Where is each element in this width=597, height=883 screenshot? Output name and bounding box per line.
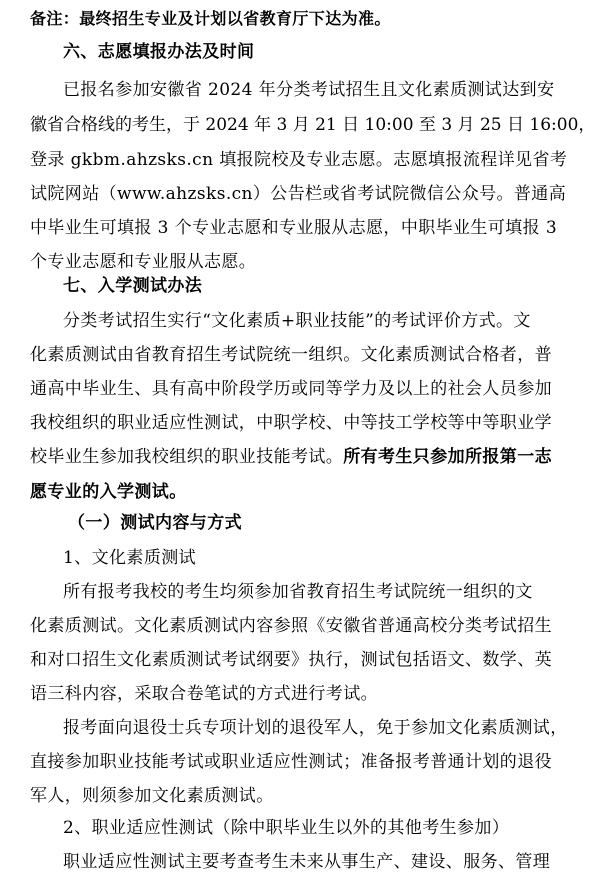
subsection-1-heading: （一）测试内容与方式 (68, 513, 242, 533)
section-7-line: 通高中毕业生、具有高中阶段学历或同等学力及以上的社会人员参加 (30, 379, 552, 399)
section-7-line-normal-text: 校毕业生参加我校组织的职业技能考试。 (30, 447, 344, 467)
section-6-line: 已报名参加安徽省 2024 年分类考试招生且文化素质测试达到安 (63, 80, 555, 100)
section-7-line (0, 447, 597, 467)
section-7-line-bold-text: 所有考生只参加所报第一志 (343, 447, 553, 467)
item-1-para-line: 化素质测试。文化素质测试内容参照《安徽省普通高校分类考试招生 (30, 616, 552, 636)
note-line: 备注：最终招生专业及计划以省教育厅下达为准。 (30, 9, 391, 28)
section-7-line-bold: 愿专业的入学测试。 (30, 482, 187, 502)
section-7-line: 化素质测试由省教育招生考试院统一组织。文化素质测试合格者，普 (30, 345, 552, 365)
item-1-para-line: 和对口招生文化素质测试考试纲要》执行，测试包括语文、数学、英 (30, 650, 552, 670)
item-1-para2-line: 直接参加职业技能考试或职业适应性测试；准备报考普通计划的退役 (30, 752, 552, 772)
section-6-heading: 六、志愿填报办法及时间 (63, 42, 255, 62)
item-2-title: 2、职业适应性测试（除中职毕业生以外的其他考生参加） (63, 818, 510, 838)
item-1-para2-line: 军人，则须参加文化素质测试。 (30, 786, 274, 806)
item-1-title: 1、文化素质测试 (63, 548, 197, 568)
section-7-line: 分类考试招生实行“文化素质+职业技能”的考试评价方式。文 (63, 311, 531, 331)
item-1-para2-line: 报考面向退役士兵专项计划的退役军人，免于参加文化素质测试， (63, 718, 568, 738)
item-1-para-line: 所有报考我校的考生均须参加省教育招生考试院统一组织的文 (63, 582, 533, 602)
section-7-line: 我校组织的职业适应性测试，中职学校、中等技工学校等中等职业学 (30, 413, 552, 433)
section-6-line: 试院网站（www.ahzsks.cn）公告栏或省考试院微信公众号。普通高 (30, 184, 567, 204)
section-6-line: 徽省合格线的考生，于 2024 年 3 月 21 日 10:00 至 3 月 25 日 16:00， (30, 115, 596, 135)
section-7-heading: 七、入学测试办法 (63, 276, 203, 296)
section-6-line: 登录 gkbm.ahzsks.cn 填报院校及专业志愿。志愿填报流程详见省考 (30, 150, 568, 170)
item-2-para-line: 职业适应性测试主要考查考生未来从事生产、建设、服务、管理 (63, 852, 551, 872)
section-6-line: 中毕业生可填报 3 个专业志愿和专业服从志愿，中职毕业生可填报 3 (30, 218, 558, 238)
section-6-line: 个专业志愿和专业服从志愿。 (30, 252, 257, 272)
item-1-para-line: 语三科内容，采取合卷笔试的方式进行考试。 (30, 684, 378, 704)
